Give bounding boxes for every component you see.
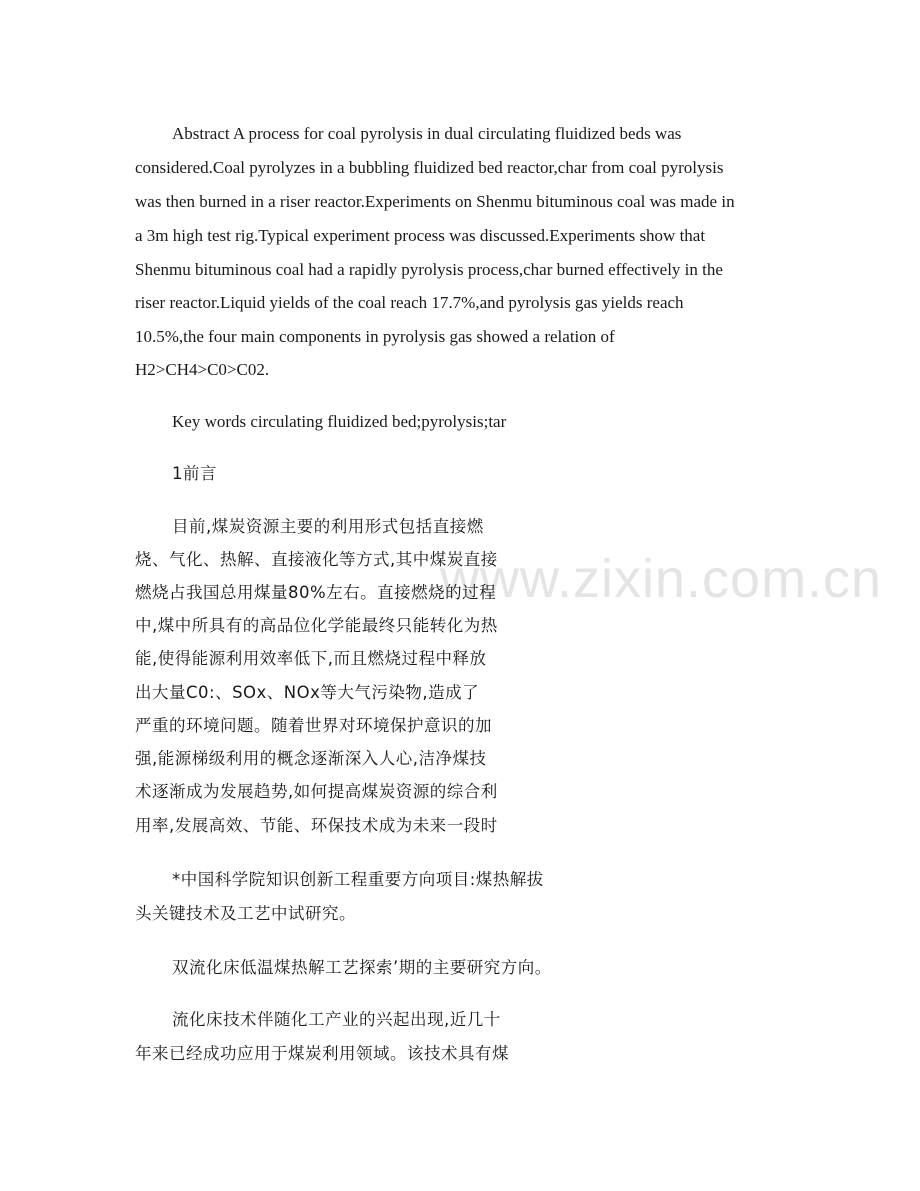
paragraph-line: 流化床技术伴随化工产业的兴起出现,近几十 [172,1010,501,1029]
keywords: Key words circulating fluidized bed;pyrolysis;tar [172,412,507,431]
paragraph-line: 年来已经成功应用于煤炭利用领域。该技术具有煤 [135,1044,509,1063]
footnote-line: 头关键技术及工艺中试研究。 [135,904,356,923]
abstract-line: riser reactor.Liquid yields of the coal reach 17.7%,and pyrolysis gas yields reach [135,293,684,312]
section-heading: 1前言 [172,464,217,483]
abstract-line: was then burned in a riser reactor.Experiments on Shenmu bituminous coal was made in [135,192,735,211]
intro-line: 烧、气化、热解、直接液化等方式,其中煤炭直接 [135,550,498,569]
intro-line: 中,煤中所具有的高品位化学能最终只能转化为热 [135,616,498,635]
abstract-line: a 3m high test rig.Typical experiment process was discussed.Experiments show that [135,226,706,245]
intro-line: 用率,发展高效、节能、环保技术成为未来一段时 [135,816,498,835]
intro-line: 目前,煤炭资源主要的利用形式包括直接燃 [172,517,484,536]
abstract-line: Abstract A process for coal pyrolysis in dual circulating fluidized beds was [172,124,682,143]
intro-line: 术逐渐成为发展趋势,如何提高煤炭资源的综合利 [135,782,498,801]
abstract-line: considered.Coal pyrolyzes in a bubbling fluidized bed reactor,char from coal pyrolysis [135,158,724,177]
watermark: www.zixin.com.cn [440,549,883,609]
abstract-line: 10.5%,the four main components in pyrolysis gas showed a relation of [135,327,615,346]
intro-line: 严重的环境问题。随着世界对环境保护意识的加 [135,716,492,735]
intro-line: 强,能源梯级利用的概念逐渐深入人心,洁净煤技 [135,749,487,768]
footnote-line: *中国科学院知识创新工程重要方向项目:煤热解拔 [172,870,544,889]
intro-line: 能,使得能源利用效率低下,而且燃烧过程中释放 [135,649,487,668]
abstract-line: H2>CH4>C0>C02. [135,360,270,379]
intro-line: 出大量C0:、SOx、NOx等大气污染物,造成了 [135,683,480,702]
abstract-line: Shenmu bituminous coal had a rapidly pyrolysis process,char burned effectively in the [135,260,723,279]
continuation-line: 双流化床低温煤热解工艺探索’期的主要研究方向。 [172,958,552,977]
intro-line: 燃烧占我国总用煤量80%左右。直接燃烧的过程 [135,583,497,602]
